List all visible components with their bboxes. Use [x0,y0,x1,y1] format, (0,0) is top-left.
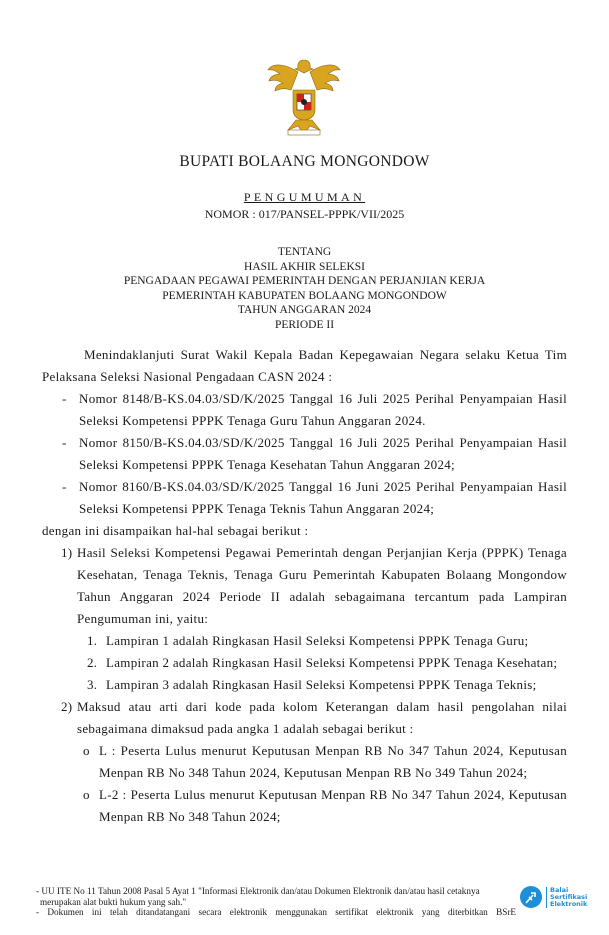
point-text: Maksud atau arti dari kode pada kolom Keterangan dalam hasil pengolahan nilai sebagaimana dimaksud pada angka 1 adalah sebagai berikut : [77,699,567,736]
list-marker: - [62,435,67,450]
sub-item-text: Lampiran 3 adalah Ringkasan Hasil Seleksi Kompetensi PPPK Tenaga Teknis; [106,677,537,692]
bsre-logo-text: Elektronik [550,899,588,908]
subject-line: PEMERINTAH KABUPATEN BOLAANG MONGONDOW [162,289,447,302]
point-item [42,542,567,630]
list-marker: 2. [87,655,98,670]
sub-item [77,784,567,828]
subject-line: TENTANG [277,246,332,258]
footer-note: - Dokumen ini telah ditandatangani secara elektronik menggunakan sertifikat elektronik yang diterbitkan BSrE [36,907,516,917]
footer-note: - UU ITE No 11 Tahun 2008 Pasal 5 Ayat 1 "Informasi Elektronik dan/atau Dokumen Elektronik dan/atau hasil cetaknya merupakan alat bukti hukum yang sah." [36,886,480,907]
point-text: Hasil Seleksi Kompetensi Pegawai Pemerintah dengan Perjanjian Kerja (PPPK) Tenaga Kesehatan, Tenaga Teknis, Tenaga Guru Pemerintah Kabupaten Bolaang Mongondow Tahun Anggaran 2024 Periode II adalah sebagaimana tercantum pada Lampiran Pengumuman ini, yaitu: [77,545,567,626]
list-marker: 3. [87,677,98,692]
sub-item [77,674,567,696]
sub-item [77,652,567,674]
page-title: BUPATI BOLAANG MONGONDOW [179,153,430,170]
reference-text: Nomor 8160/B-KS.04.03/SD/K/2025 Tanggal 16 Juni 2025 Perihal Penyampaian Hasil Seleksi Kompetensi PPPK Tenaga Teknis Tahun Anggaran 2024; [79,479,567,516]
reference-item [42,476,567,520]
subject-block [0,245,609,333]
point-item [42,696,567,740]
list-marker: - [62,479,67,494]
reference-text: Nomor 8150/B-KS.04.03/SD/K/2025 Tanggal 16 Juli 2025 Perihal Penyampaian Hasil Seleksi Kompetensi PPPK Tenaga Kesehatan Tahun Anggaran 2024; [79,435,567,472]
lead-paragraph: dengan ini disampaikan hal-hal sebagai berikut : [42,523,309,538]
announcement-label: PENGUMUMAN [243,190,366,204]
bsre-logo [519,885,587,909]
list-marker: - [62,391,67,406]
sub-item-text: L-2 : Peserta Lulus menurut Keputusan Menpan RB No 347 Tahun 2024, Keputusan Menpan RB No 348 Tahun 2024; [99,787,567,824]
bsre-logo-text: Sertifikasi [550,892,588,901]
footer-notes [36,886,516,918]
subject-line: PENGADAAN PEGAWAI PEMERINTAH DENGAN PERJANJIAN KERJA [123,275,486,288]
sub-item-text: L : Peserta Lulus menurut Keputusan Menpan RB No 347 Tahun 2024, Keputusan Menpan RB No 348 Tahun 2024, Keputusan Menpan RB No 349 Tahun 2024; [99,743,567,780]
circle-bullet-icon: o [83,787,90,802]
intro-paragraph: Menindaklanjuti Surat Wakil Kepala Badan Kepegawaian Negara selaku Ketua Tim Pelaksana Seleksi Nasional Pengadaan CASN 2024 : [42,347,567,384]
circle-bullet-icon: o [83,743,90,758]
bsre-logo-icon [519,885,543,909]
subject-line: PERIODE II [274,318,335,331]
reference-item [42,388,567,432]
document-number: NOMOR : 017/PANSEL-PPPK/VII/2025 [204,207,405,221]
sub-item-text: Lampiran 1 adalah Ringkasan Hasil Seleksi Kompetensi PPPK Tenaga Guru; [106,633,529,648]
document-body [42,344,567,828]
subject-line: TAHUN ANGGARAN 2024 [237,304,372,317]
sub-item-text: Lampiran 2 adalah Ringkasan Hasil Seleksi Kompetensi PPPK Tenaga Kesehatan; [106,655,558,670]
list-marker: 1. [87,633,98,648]
sub-item [77,740,567,784]
reference-item [42,432,567,476]
subject-line: HASIL AKHIR SELEKSI [244,260,365,273]
bsre-logo-text: Balai [550,885,569,894]
garuda-emblem [266,56,342,138]
reference-text: Nomor 8148/B-KS.04.03/SD/K/2025 Tanggal 16 Juli 2025 Perihal Penyampaian Hasil Seleksi Kompetensi PPPK Tenaga Guru Tahun Anggaran 2024. [79,391,567,428]
list-marker: 1) [61,545,73,560]
sub-item [77,630,567,652]
list-marker: 2) [61,699,73,714]
